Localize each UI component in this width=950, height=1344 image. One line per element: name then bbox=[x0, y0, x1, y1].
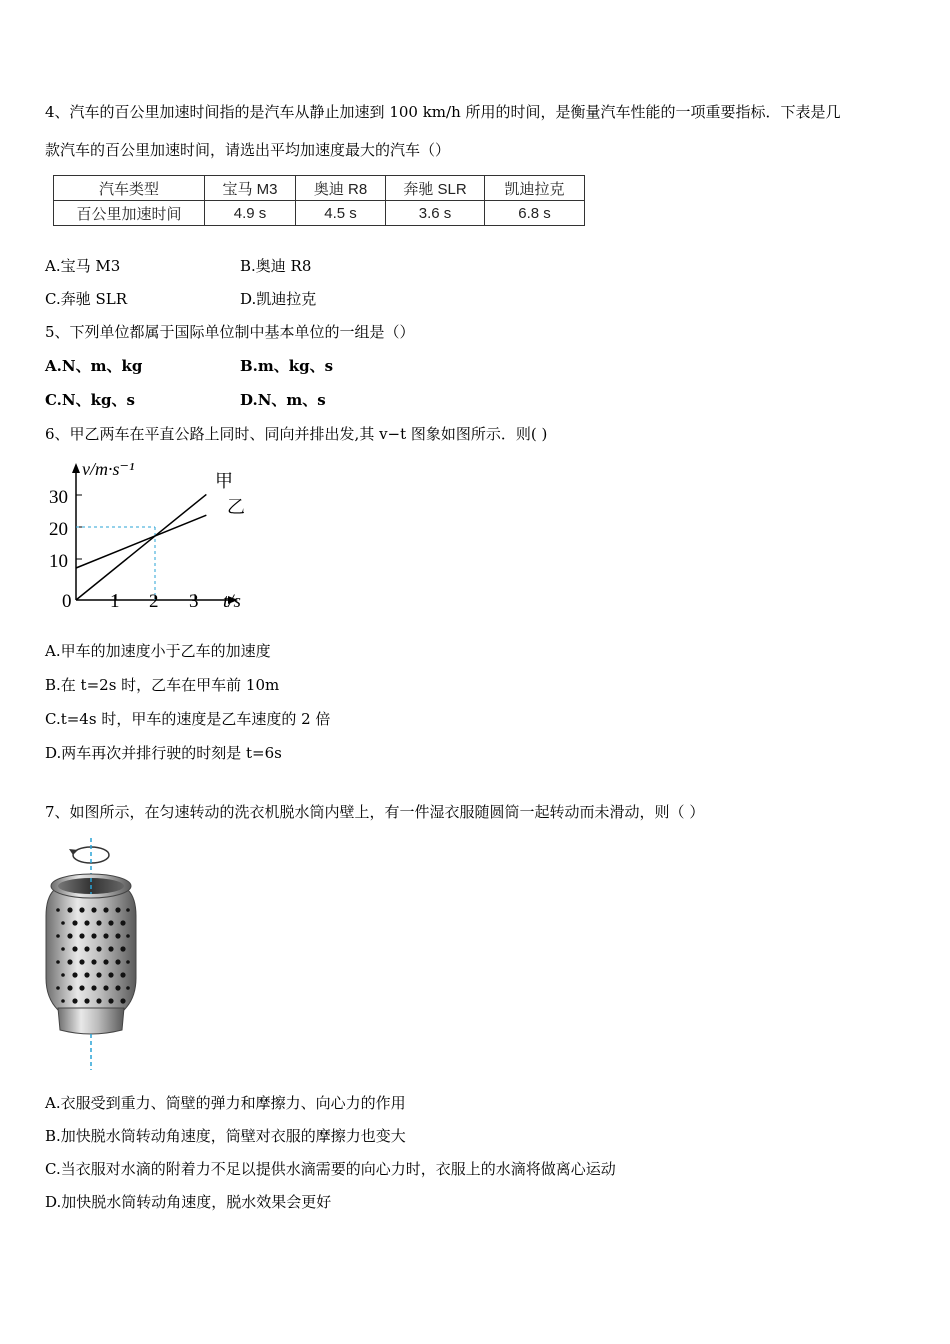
drum-hole bbox=[91, 907, 96, 912]
table-cell: 奔驰 SLR bbox=[386, 176, 485, 201]
drum-hole bbox=[96, 972, 101, 977]
q4-option-a: A.宝马 M3 bbox=[45, 257, 121, 275]
drum-hole bbox=[103, 907, 108, 912]
q5-stem: 5、下列单位都属于国际单位制中基本单位的一组是（） bbox=[45, 323, 415, 341]
rotation-arrow-icon bbox=[69, 847, 109, 863]
drum-hole bbox=[72, 920, 77, 925]
y-axis-arrow bbox=[72, 463, 80, 473]
q4-option-c: C.奔驰 SLR bbox=[45, 290, 128, 308]
table-cell: 奥迪 R8 bbox=[296, 176, 386, 201]
drum-hole bbox=[67, 985, 72, 990]
vt-graph bbox=[40, 455, 270, 620]
drum-hole bbox=[103, 933, 108, 938]
drum-hole bbox=[115, 985, 120, 990]
drum-hole bbox=[120, 998, 125, 1003]
drum-base bbox=[58, 1008, 124, 1034]
q5-option-d: D.N、m、s bbox=[240, 391, 326, 409]
q7-stem: 7、如图所示，在匀速转动的洗衣机脱水筒内壁上，有一件湿衣服随圆筒一起转动而未滑动，则（ ） bbox=[45, 803, 705, 821]
drum-hole bbox=[126, 960, 130, 964]
q6-option-c: C.t=4s 时，甲车的速度是乙车速度的 2 倍 bbox=[45, 710, 331, 728]
q7-option-d: D.加快脱水筒转动角速度，脱水效果会更好 bbox=[45, 1193, 332, 1211]
drum-hole bbox=[84, 972, 89, 977]
drum-hole bbox=[56, 908, 60, 912]
y-tick-label: 20 bbox=[49, 519, 68, 540]
drum-hole bbox=[61, 947, 65, 951]
table-cell: 宝马 M3 bbox=[205, 176, 296, 201]
table-row bbox=[54, 201, 585, 226]
drum-hole bbox=[126, 908, 130, 912]
drum-hole bbox=[79, 959, 84, 964]
x-tick-label: 3 bbox=[189, 591, 199, 612]
drum-hole bbox=[96, 946, 101, 951]
drum-hole bbox=[91, 959, 96, 964]
q4-option-b: B.奥迪 R8 bbox=[240, 257, 312, 275]
car-acceleration-table bbox=[53, 175, 585, 226]
drum-hole bbox=[84, 946, 89, 951]
drum-hole bbox=[56, 934, 60, 938]
series-label-jia: 甲 bbox=[215, 471, 233, 491]
drum-hole bbox=[61, 973, 65, 977]
y-axis-label: v/m·s⁻¹ bbox=[82, 459, 135, 479]
y-tick-label: 30 bbox=[49, 487, 68, 508]
table-header-row bbox=[54, 176, 585, 201]
drum-hole bbox=[91, 933, 96, 938]
drum-hole bbox=[120, 972, 125, 977]
drum-hole bbox=[79, 933, 84, 938]
drum-hole bbox=[115, 933, 120, 938]
spin-dryer-drum-figure bbox=[40, 838, 150, 1070]
q7-option-a: A.衣服受到重力、筒壁的弹力和摩擦力、向心力的作用 bbox=[45, 1094, 406, 1112]
table-cell: 百公里加速时间 bbox=[54, 201, 205, 226]
series-label-yi: 乙 bbox=[227, 497, 245, 517]
drum-hole bbox=[103, 959, 108, 964]
drum-hole bbox=[84, 920, 89, 925]
x-axis-label: t/s bbox=[223, 591, 241, 612]
drum-hole bbox=[108, 972, 113, 977]
q5-option-c: C.N、kg、s bbox=[45, 391, 135, 409]
table-cell: 凯迪拉克 bbox=[485, 176, 585, 201]
drum-hole bbox=[91, 985, 96, 990]
x-tick-label: 2 bbox=[149, 591, 159, 612]
q4-option-d: D.凯迪拉克 bbox=[240, 290, 317, 308]
q7-option-c: C.当衣服对水滴的附着力不足以提供水滴需要的向心力时，衣服上的水滴将做离心运动 bbox=[45, 1160, 616, 1178]
drum-hole bbox=[108, 946, 113, 951]
q7-option-b: B.加快脱水筒转动角速度，筒壁对衣服的摩擦力也变大 bbox=[45, 1127, 406, 1145]
q6-option-d: D.两车再次并排行驶的时刻是 t=6s bbox=[45, 744, 282, 762]
y-tick-label: 10 bbox=[49, 551, 68, 572]
x-tick-label: 0 bbox=[62, 591, 72, 612]
drum-hole bbox=[120, 946, 125, 951]
drum-hole bbox=[108, 998, 113, 1003]
q4-stem-line2: 款汽车的百公里加速时间，请选出平均加速度最大的汽车（） bbox=[45, 141, 451, 159]
drum-hole bbox=[67, 959, 72, 964]
drum-hole bbox=[56, 960, 60, 964]
table-cell: 4.5 s bbox=[296, 201, 386, 226]
q5-option-b: B.m、kg、s bbox=[240, 357, 334, 375]
q6-stem: 6、甲乙两车在平直公路上同时、同向并排出发,其 v−t 图象如图所示．则( ) bbox=[45, 425, 548, 443]
drum-hole bbox=[61, 921, 65, 925]
drum-hole bbox=[61, 999, 65, 1003]
table-cell: 6.8 s bbox=[485, 201, 585, 226]
drum-hole bbox=[126, 986, 130, 990]
drum-hole bbox=[96, 998, 101, 1003]
drum-hole bbox=[72, 972, 77, 977]
drum-hole bbox=[67, 907, 72, 912]
drum-hole bbox=[108, 920, 113, 925]
drum-hole bbox=[115, 959, 120, 964]
drum-hole bbox=[126, 934, 130, 938]
drum-hole bbox=[115, 907, 120, 912]
drum-hole bbox=[72, 946, 77, 951]
drum-hole bbox=[79, 907, 84, 912]
drum-hole bbox=[56, 986, 60, 990]
drum-hole bbox=[84, 998, 89, 1003]
drum-hole bbox=[79, 985, 84, 990]
drum-hole bbox=[72, 998, 77, 1003]
q4-stem-line1: 4、汽车的百公里加速时间指的是汽车从静止加速到 100 km/h 所用的时间，是衡量汽车性能的一项重要指标．下表是几 bbox=[45, 103, 841, 121]
x-tick-label: 1 bbox=[110, 591, 120, 612]
table-cell: 3.6 s bbox=[386, 201, 485, 226]
drum-hole bbox=[103, 985, 108, 990]
drum-hole bbox=[96, 920, 101, 925]
series-line-yi bbox=[76, 515, 206, 568]
q6-option-b: B.在 t=2s 时，乙车在甲车前 10m bbox=[45, 676, 280, 694]
drum-hole bbox=[67, 933, 72, 938]
q5-option-a: A.N、m、kg bbox=[45, 357, 143, 375]
drum-hole bbox=[120, 920, 125, 925]
table-cell: 4.9 s bbox=[205, 201, 296, 226]
series-layer bbox=[76, 494, 206, 600]
series-line-jia bbox=[76, 494, 206, 600]
table-cell: 汽车类型 bbox=[54, 176, 205, 201]
q6-option-a: A.甲车的加速度小于乙车的加速度 bbox=[45, 642, 271, 660]
